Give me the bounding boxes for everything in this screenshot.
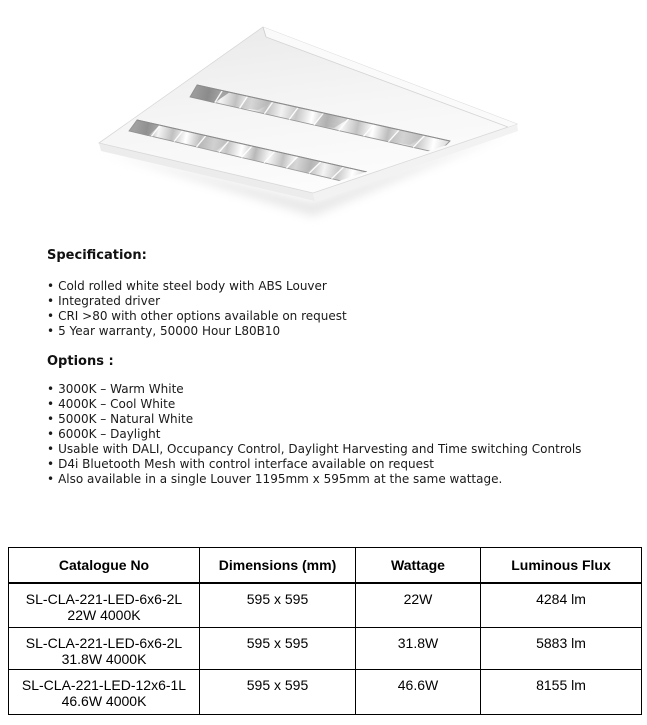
catalogue-cell [9, 628, 200, 670]
table-row [9, 670, 642, 715]
flux-cell: 4284 lm [481, 583, 642, 628]
product-image [0, 0, 647, 238]
bullet-marker: • [47, 294, 55, 308]
option-item [47, 412, 617, 427]
flux-cell: 5883 lm [481, 628, 642, 670]
spec-item [47, 309, 617, 324]
flux-cell: 8155 lm [481, 670, 642, 715]
catalogue-line2: 22W 4000K [67, 606, 141, 623]
led-panel-illustration [0, 0, 647, 238]
option-item [47, 382, 617, 397]
dimensions-cell: 595 x 595 [200, 670, 356, 715]
option-item-text: Also available in a single Louver 1195mm x 595mm at the same wattage. [58, 472, 503, 486]
spec-item-text: Integrated driver [58, 294, 161, 308]
dimensions-cell: 595 x 595 [200, 583, 356, 628]
option-item-text: D4i Bluetooth Mesh with control interface available on request [58, 457, 434, 471]
catalogue-line2: 31.8W 4000K [61, 651, 147, 667]
specification-heading: Specification: [47, 248, 147, 263]
catalogue-cell [9, 583, 200, 628]
dimensions-cell: 595 x 595 [200, 628, 356, 670]
option-item [47, 442, 617, 457]
table-row [9, 628, 642, 670]
options-heading: Options : [47, 354, 114, 369]
header-wattage: Wattage [356, 548, 481, 583]
catalogue-line2: 46.6W 4000K [61, 693, 147, 709]
catalogue-line1: SL-CLA-221-LED-6x6-2L [25, 635, 183, 651]
option-item [47, 472, 617, 487]
wattage-cell: 46.6W [356, 670, 481, 715]
bullet-marker: • [47, 324, 55, 338]
spec-item-text: CRI >80 with other options available on request [58, 309, 347, 323]
catalogue-line1: SL-CLA-221-LED-12x6-1L [21, 677, 187, 693]
wattage-cell: 22W [356, 583, 481, 628]
option-item [47, 427, 617, 442]
header-catalogue-no: Catalogue No [9, 548, 200, 583]
spec-item [47, 324, 617, 339]
spec-content [47, 248, 617, 487]
option-item-text: 3000K – Warm White [58, 382, 184, 396]
options-list [47, 382, 617, 487]
header-luminous-flux: Luminous Flux [481, 548, 642, 583]
bullet-marker: • [47, 457, 55, 471]
catalogue-line1: SL-CLA-221-LED-6x6-2L [25, 590, 183, 607]
bullet-marker: • [47, 309, 55, 323]
spec-item [47, 279, 617, 294]
bullet-marker: • [47, 382, 55, 396]
bullet-marker: • [47, 442, 55, 456]
bullet-marker: • [47, 472, 55, 486]
product-table [8, 547, 642, 715]
option-item-text: 6000K – Daylight [58, 427, 161, 441]
option-item-text: 4000K – Cool White [58, 397, 176, 411]
catalogue-cell [9, 670, 200, 715]
spec-item-text: 5 Year warranty, 50000 Hour L80B10 [58, 324, 281, 338]
option-item-text: Usable with DALI, Occupancy Control, Daylight Harvesting and Time switching Controls [58, 442, 582, 456]
spec-item [47, 294, 617, 309]
spec-item-text: Cold rolled white steel body with ABS Louver [58, 279, 327, 293]
bullet-marker: • [47, 412, 55, 426]
option-item-text: 5000K – Natural White [58, 412, 194, 426]
bullet-marker: • [47, 397, 55, 411]
option-item [47, 397, 617, 412]
wattage-cell: 31.8W [356, 628, 481, 670]
bullet-marker: • [47, 427, 55, 441]
bullet-marker: • [47, 279, 55, 293]
table-header-row [9, 548, 642, 583]
specification-list [47, 279, 617, 339]
option-item [47, 457, 617, 472]
table-row [9, 583, 642, 628]
header-dimensions: Dimensions (mm) [200, 548, 356, 583]
